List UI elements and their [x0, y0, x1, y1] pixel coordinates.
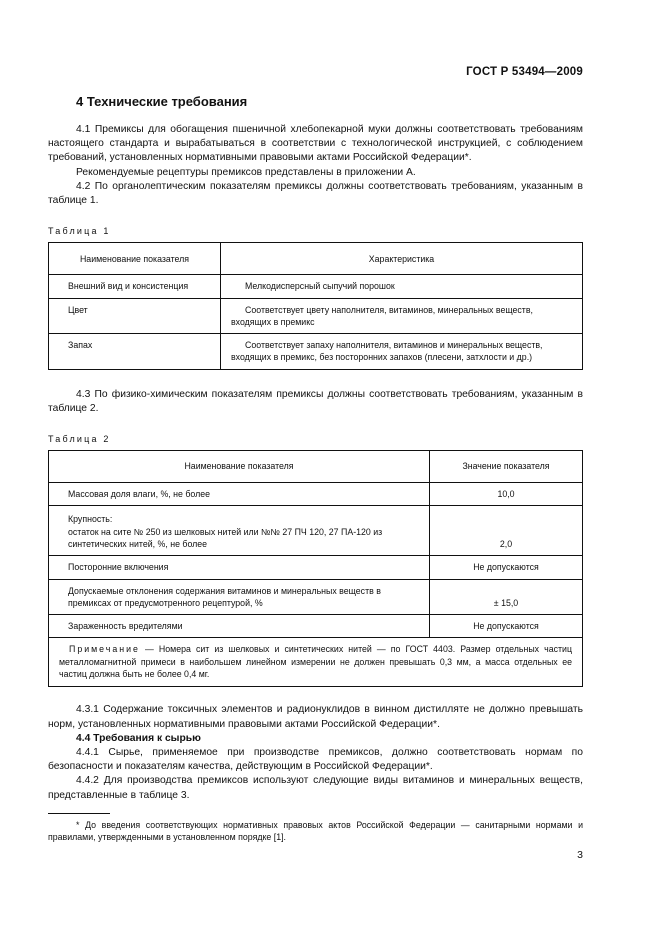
table-row	[49, 615, 583, 638]
table-header-row	[49, 243, 583, 275]
table-note	[49, 638, 583, 687]
table-cell-text: Соответствует запаху наполнителя, витаминов и минеральных веществ, входящих в премикс, без посторонних запахов (плесени, затхлости и др.)	[231, 340, 543, 363]
document-code: ГОСТ Р 53494—2009	[466, 66, 583, 78]
table-row	[49, 556, 583, 579]
table-note-row	[49, 638, 583, 687]
table-cell: 10,0	[430, 483, 583, 506]
page-number: 3	[577, 849, 583, 861]
table-header-cell: Наименование показателя	[49, 243, 221, 275]
paragraph-4-4-1: 4.4.1 Сырье, применяемое при производстве премиксов, должно соответствовать нормам по безопасности и показателям качества, действующим в Российской Федерации*.	[48, 746, 583, 773]
table-1	[48, 242, 583, 369]
table-cell-text: Крупность:	[68, 514, 113, 525]
note-body: — Номера сит из шелковых и синтетических нитей — по ГОСТ 4403. Размер отдельных частиц металломагнитной примеси в наибольшем линейном измерении не должен превышать 0,3 мм, а масса отдельных ее частиц должна быть не более 0,4 мг.	[59, 644, 572, 680]
table-cell: Цвет	[49, 298, 221, 334]
paragraph-4-3: 4.3 По физико-химическим показателям премиксы должны соответствовать требованиям, указанным в таблице 2.	[48, 388, 583, 414]
table-cell: ± 15,0	[430, 579, 583, 615]
table-cell: Не допускаются	[430, 556, 583, 579]
section-4-4-title: 4.4 Требования к сырью	[76, 732, 201, 744]
table-cell: Внешний вид и консистенция	[49, 275, 221, 298]
table-header-row	[49, 451, 583, 483]
table-cell: Запах	[49, 334, 221, 370]
table-row	[49, 275, 583, 298]
table-row	[49, 506, 583, 556]
table-cell: 2,0	[430, 506, 583, 556]
table-cell: Допускаемые отклонения содержания витаминов и минеральных веществ в премиксах от предусмотренного рецептурой, %	[49, 579, 430, 615]
footnote: * До введения соответствующих нормативных правовых актов Российской Федерации — санитарными нормами и правилами, утвержденными в установленном порядке [1].	[48, 819, 583, 843]
paragraph-4-1: 4.1 Премиксы для обогащения пшеничной хлебопекарной муки должны соответствовать требованиям настоящего стандарта и вырабатываться в соответствии с технологической инструкцией, с соблюдением требований, установленных нормативными правовыми актами Российской Федерации*.	[48, 124, 583, 164]
table-row	[49, 298, 583, 334]
table-cell-text: Мелкодисперсный сыпучий порошок	[245, 281, 395, 292]
table-header-cell: Наименование показателя	[49, 451, 430, 483]
paragraph-4-4-2: 4.4.2 Для производства премиксов используют следующие виды витаминов и минеральных веществ, представленные в таблице 3.	[48, 775, 583, 801]
table-header-cell: Характеристика	[221, 243, 583, 275]
table-2	[48, 450, 583, 687]
table-note-text	[59, 643, 572, 680]
footnote-separator	[48, 813, 110, 814]
paragraph-4-3-1: 4.3.1 Содержание токсичных элементов и радионуклидов в винном дистилляте не должно превышать норм, установленных нормативными правовыми актами Российской Федерации*.	[48, 704, 583, 730]
paragraph-4-1-recipes: Рекомендуемые рецептуры премиксов представлены в приложении А.	[76, 166, 416, 178]
paragraph-4-2: 4.2 По органолептическим показателям премиксы должны соответствовать требованиям, указанным в таблице 1.	[48, 180, 583, 207]
table-2-caption: Таблица 2	[48, 434, 111, 445]
note-label: Примечание	[69, 644, 140, 655]
table-row	[49, 579, 583, 615]
table-cell: Не допускаются	[430, 615, 583, 638]
table-cell-text: остаток на сите № 250 из шелковых нитей или №№ 27 ПЧ 120, 27 ПА-120 из синтетических нитей, %, не более	[68, 526, 383, 549]
table-cell: Зараженность вредителями	[49, 615, 430, 638]
table-header-cell: Значение показателя	[430, 451, 583, 483]
table-1-caption: Таблица 1	[48, 226, 111, 237]
section-4-title: 4 Технические требования	[76, 94, 248, 109]
table-cell	[221, 275, 583, 298]
table-cell: Посторонние включения	[49, 556, 430, 579]
table-cell: Массовая доля влаги, %, не более	[49, 483, 430, 506]
table-cell	[49, 506, 430, 556]
page-content	[48, 94, 583, 844]
table-cell-text: Соответствует цвету наполнителя, витаминов, минеральных веществ, входящих в премикс	[231, 304, 533, 327]
table-row	[49, 483, 583, 506]
table-row	[49, 334, 583, 370]
table-cell	[221, 334, 583, 370]
table-cell	[221, 298, 583, 334]
